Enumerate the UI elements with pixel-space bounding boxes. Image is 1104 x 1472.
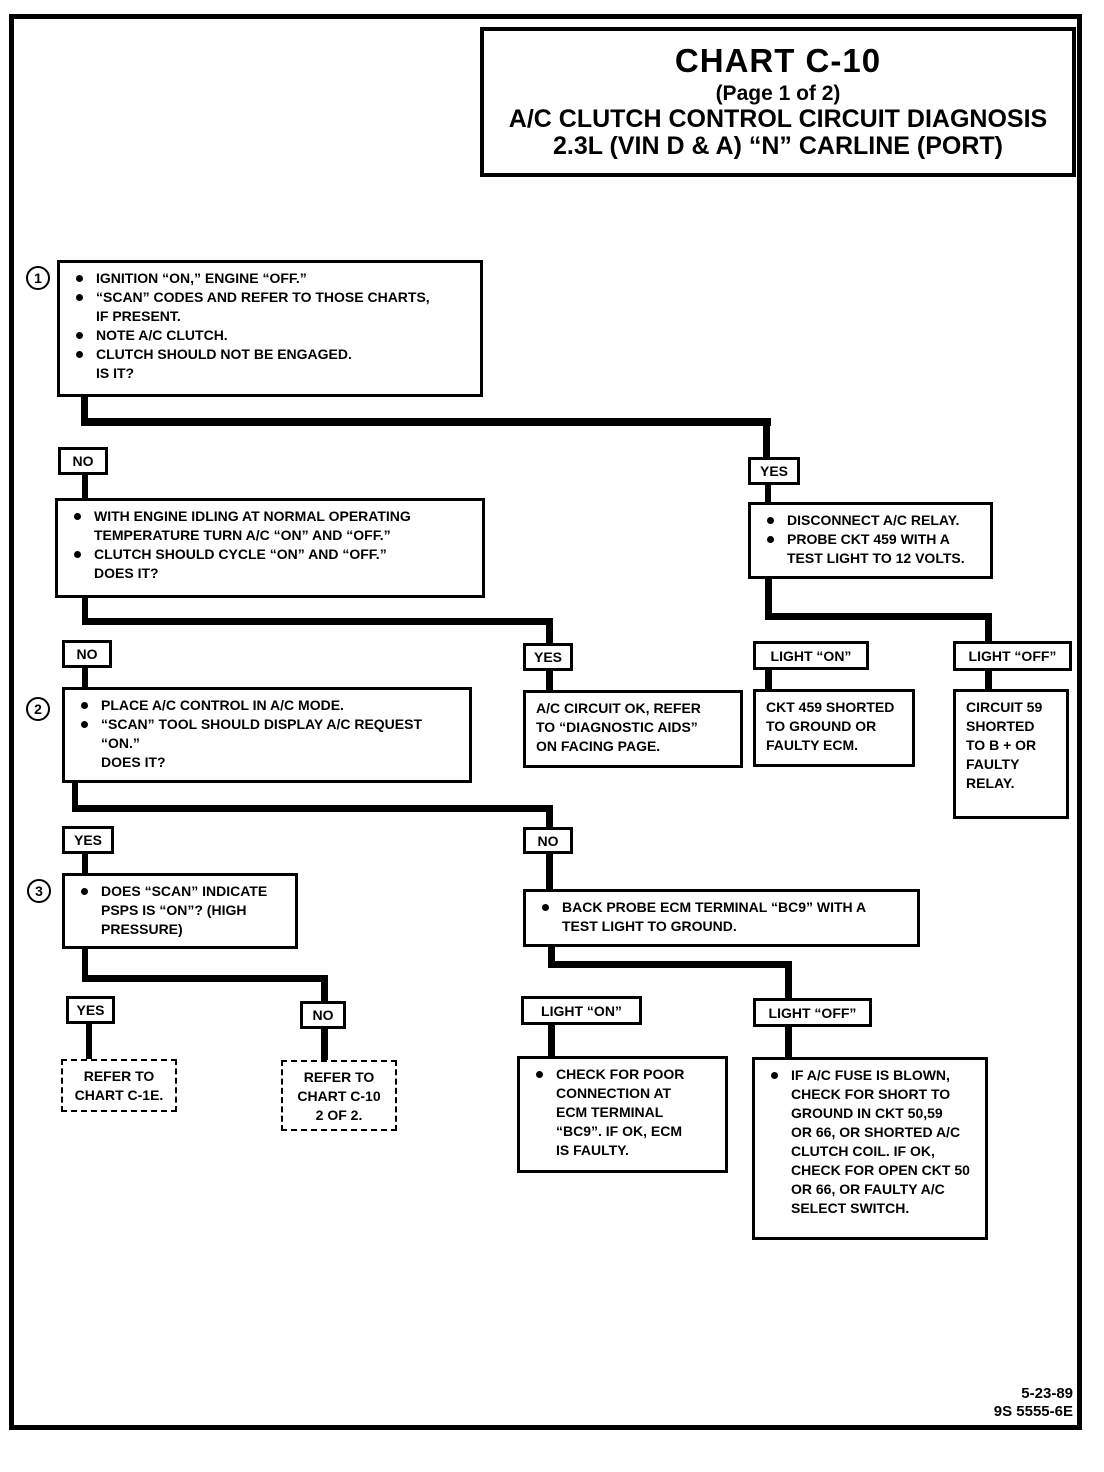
check-connection-line: CONNECTION AT [556, 1085, 672, 1101]
step3-line: DOES “SCAN” INDICATE [71, 882, 289, 901]
footer-date: 5-23-89 [1021, 1385, 1073, 1402]
connector [321, 975, 328, 1002]
connector [86, 1023, 92, 1060]
connector [546, 670, 553, 691]
decision-no-3: NO [523, 827, 573, 854]
ac-circuit-ok-line: TO “DIAGNOSTIC AIDS” [536, 719, 698, 735]
refer-c10-line: REFER TO [303, 1069, 375, 1085]
connector [765, 669, 772, 690]
circuit59-line: TO B + OR [966, 737, 1037, 753]
step-number-1: 1 [26, 266, 50, 290]
connector [82, 618, 553, 625]
idle-test-line: DOES IT? [94, 565, 159, 581]
connector [321, 1028, 328, 1061]
chart-subtitle-2: 2.3L (VIN D & A) “N” CARLINE (PORT) [552, 132, 1003, 160]
ckt459-line: FAULTY ECM. [766, 737, 859, 753]
decision-yes-2: YES [523, 643, 573, 671]
connector [82, 975, 328, 982]
footer-doc-number: 9S 5555-6E [993, 1403, 1073, 1420]
decision-light-off-1: LIGHT “OFF” [953, 641, 1072, 671]
fuse-check-line: CHECK FOR SHORT TO [791, 1086, 951, 1102]
circuit59-line: CIRCUIT 59 [966, 699, 1043, 715]
backprobe-line: TEST LIGHT TO GROUND. [562, 918, 737, 934]
connector [785, 961, 792, 999]
connector [985, 670, 992, 690]
connector [82, 853, 88, 874]
check-connection-line: CHECK FOR POOR [526, 1065, 719, 1084]
check-connection-line: IS FAULTY. [556, 1142, 629, 1158]
disconnect-relay-line: TEST LIGHT TO 12 VOLTS. [787, 550, 965, 566]
decision-light-off-2: LIGHT “OFF” [753, 998, 872, 1027]
decision-light-on-2: LIGHT “ON” [521, 996, 642, 1025]
refer-c10-line: 2 OF 2. [315, 1107, 363, 1123]
decision-light-on-1: LIGHT “ON” [753, 641, 869, 670]
connector [82, 474, 88, 500]
step3-box [62, 873, 298, 949]
ckt459-shorted-box [753, 689, 915, 767]
step-number-2: 2 [26, 697, 50, 721]
refer-c1e-line: CHART C-1E. [74, 1087, 164, 1103]
connector [985, 613, 992, 642]
step1-line: IGNITION “ON,” ENGINE “OFF.” [66, 269, 474, 288]
step3-line: PSPS IS “ON”? (HIGH [101, 902, 247, 918]
title-box [480, 27, 1076, 177]
disconnect-relay-line: DISCONNECT A/C RELAY. [757, 511, 984, 530]
decision-no-4: NO [300, 1001, 346, 1029]
connector [763, 418, 770, 457]
ac-circuit-ok-line: ON FACING PAGE. [536, 738, 661, 754]
step2-line: “SCAN” TOOL SHOULD DISPLAY A/C REQUEST [71, 715, 463, 734]
step1-line: IF PRESENT. [96, 308, 181, 324]
fuse-check-box [752, 1057, 988, 1240]
decision-yes-1: YES [748, 457, 800, 485]
idle-test-line: TEMPERATURE TURN A/C “ON” AND “OFF.” [94, 527, 391, 543]
ac-circuit-ok-box [523, 690, 743, 768]
fuse-check-line: CLUTCH COIL. IF OK, [791, 1143, 935, 1159]
idle-test-line: WITH ENGINE IDLING AT NORMAL OPERATING [64, 507, 476, 526]
step2-box [62, 687, 472, 783]
idle-test-line: CLUTCH SHOULD CYCLE “ON” AND “OFF.” [64, 545, 476, 564]
backprobe-box [523, 889, 920, 947]
step3-line: PRESSURE) [101, 921, 183, 937]
check-connection-box [517, 1056, 728, 1173]
connector [548, 961, 792, 968]
chart-title: CHART C-10 [674, 42, 882, 79]
page-note: (Page 1 of 2) [715, 82, 841, 105]
ckt459-line: TO GROUND OR [766, 718, 877, 734]
fuse-check-line: IF A/C FUSE IS BLOWN, [761, 1066, 979, 1085]
disconnect-relay-box [748, 502, 993, 579]
connector [546, 618, 553, 644]
connector [765, 484, 771, 504]
idle-test-box [55, 498, 485, 598]
refer-c1e-line: REFER TO [83, 1068, 155, 1084]
fuse-check-line: OR 66, OR SHORTED A/C [791, 1124, 961, 1140]
step2-line: DOES IT? [101, 754, 166, 770]
circuit59-shorted-box [953, 689, 1069, 819]
connector [81, 418, 771, 426]
connector [548, 1024, 555, 1057]
step1-line: IS IT? [96, 365, 135, 381]
connector [785, 1026, 792, 1058]
step1-line: CLUTCH SHOULD NOT BE ENGAGED. [66, 345, 474, 364]
fuse-check-line: SELECT SWITCH. [791, 1200, 910, 1216]
step1-box [57, 260, 483, 397]
connector [72, 805, 553, 812]
circuit59-line: RELAY. [966, 775, 1015, 791]
circuit59-line: SHORTED [966, 718, 1035, 734]
step2-line: “ON.” [101, 735, 140, 751]
footer [900, 1385, 1073, 1421]
decision-yes-4: YES [66, 996, 115, 1024]
circuit59-line: FAULTY [966, 756, 1020, 772]
ckt459-line: CKT 459 SHORTED [766, 699, 895, 715]
connector [765, 613, 992, 620]
connector [82, 666, 88, 689]
backprobe-line: BACK PROBE ECM TERMINAL “BC9” WITH A [532, 898, 911, 917]
step-number-3: 3 [27, 879, 51, 903]
fuse-check-line: CHECK FOR OPEN CKT 50 [791, 1162, 970, 1178]
step1-line: NOTE A/C CLUTCH. [66, 326, 474, 345]
refer-c10-line: CHART C-10 [297, 1088, 381, 1104]
decision-yes-3: YES [62, 826, 114, 854]
ac-circuit-ok-line: A/C CIRCUIT OK, REFER [536, 700, 701, 716]
connector [546, 853, 553, 890]
decision-no-1: NO [58, 447, 108, 475]
decision-no-2: NO [62, 640, 112, 668]
refer-chart-c10-box [281, 1060, 397, 1131]
step1-line: “SCAN” CODES AND REFER TO THOSE CHARTS, [66, 288, 474, 307]
refer-chart-c1e-box [61, 1059, 177, 1112]
check-connection-line: “BC9”. IF OK, ECM [556, 1123, 683, 1139]
disconnect-relay-line: PROBE CKT 459 WITH A [757, 530, 984, 549]
fuse-check-line: GROUND IN CKT 50,59 [791, 1105, 943, 1121]
connector [546, 805, 553, 828]
chart-subtitle-1: A/C CLUTCH CONTROL CIRCUIT DIAGNOSIS [508, 105, 1048, 133]
check-connection-line: ECM TERMINAL [556, 1104, 664, 1120]
fuse-check-line: OR 66, OR FAULTY A/C [791, 1181, 945, 1197]
step2-line: PLACE A/C CONTROL IN A/C MODE. [71, 696, 463, 715]
